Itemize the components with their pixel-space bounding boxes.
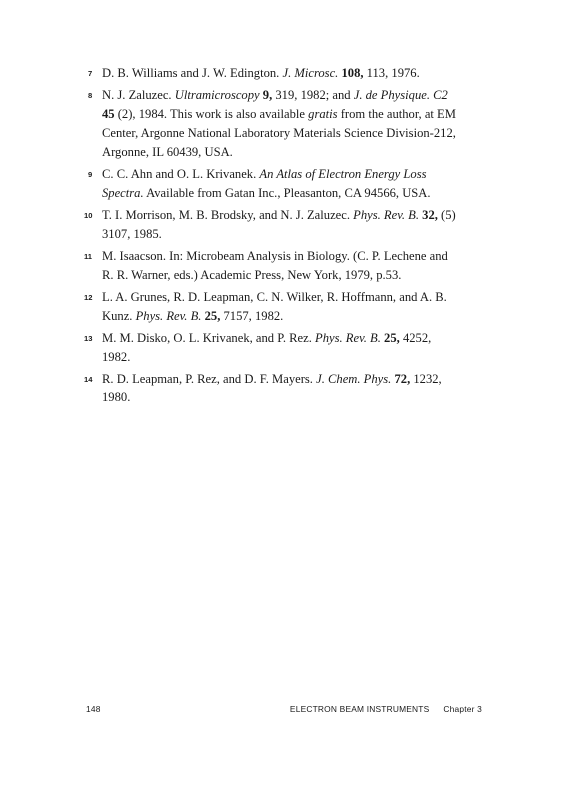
reference-item bbox=[0, 165, 562, 203]
reference-item bbox=[0, 370, 562, 408]
reference-text: 113, 1976. bbox=[363, 66, 420, 80]
reference-journal: Phys. Rev. B. bbox=[315, 330, 381, 345]
reference-text: 1232, 1980. bbox=[102, 371, 442, 405]
reference-journal: J. de Physique. C2 bbox=[353, 88, 448, 103]
reference-number: 11 bbox=[84, 251, 93, 261]
reference-number: 7 bbox=[88, 69, 93, 78]
reference-volume: 108, bbox=[341, 66, 364, 80]
reference-journal: Phys. Rev. B. bbox=[353, 207, 419, 222]
reference-number: 8 bbox=[88, 91, 93, 101]
reference-number: 14 bbox=[84, 374, 93, 384]
reference-text: D. B. Williams and J. W. Edington. bbox=[102, 66, 283, 80]
page-number: 148 bbox=[86, 704, 101, 714]
reference-text: T. I. Morrison, M. B. Brodsky, and N. J. Zaluzec. bbox=[102, 207, 354, 222]
reference-text: C. C. Ahn and O. L. Krivanek. bbox=[102, 166, 260, 181]
reference-volume: 25, bbox=[384, 330, 400, 345]
reference-text: L. A. Grunes, R. D. Leapman, C. N. Wilker, R. Hoffmann, and A. B. Kunz. bbox=[102, 289, 447, 323]
reference-item bbox=[0, 288, 562, 326]
reference-item bbox=[0, 64, 562, 83]
reference-text: R. D. Leapman, P. Rez, and D. F. Mayers. bbox=[102, 371, 317, 386]
reference-text: (2), 1984. This work is also available bbox=[114, 106, 309, 121]
chapter-label: Chapter 3 bbox=[443, 704, 482, 714]
reference-text: 4252, 1982. bbox=[102, 330, 432, 364]
reference-volume: 72, bbox=[394, 371, 411, 386]
running-head bbox=[290, 704, 482, 714]
reference-text: 7157, 1982. bbox=[220, 308, 284, 323]
reference-journal: gratis bbox=[308, 106, 338, 121]
reference-text: from the author, at EM Center, Argonne National Laboratory Materials Science Division-212, Argonne, IL 60439, USA. bbox=[102, 106, 456, 159]
reference-volume: 32, bbox=[422, 207, 438, 222]
reference-item bbox=[0, 206, 562, 244]
reference-list bbox=[0, 64, 562, 411]
reference-number: 9 bbox=[88, 169, 93, 179]
reference-text: N. J. Zaluzec. bbox=[102, 88, 175, 103]
reference-volume: 45 bbox=[102, 106, 115, 121]
reference-journal: J. Microsc. bbox=[282, 66, 339, 80]
reference-volume: 25, bbox=[204, 308, 221, 323]
reference-number: 13 bbox=[84, 333, 93, 343]
reference-text: 319, 1982; and bbox=[272, 88, 354, 103]
reference-volume: 9, bbox=[262, 88, 273, 103]
reference-journal: Phys. Rev. B. bbox=[135, 308, 202, 323]
reference-text: M. M. Disko, O. L. Krivanek, and P. Rez. bbox=[102, 330, 316, 345]
reference-journal: Ultramicroscopy bbox=[174, 88, 260, 103]
reference-journal: J. Chem. Phys. bbox=[316, 371, 392, 386]
reference-number: 10 bbox=[84, 210, 93, 220]
reference-item bbox=[0, 86, 562, 161]
reference-item bbox=[0, 329, 562, 367]
reference-number: 12 bbox=[84, 292, 93, 302]
reference-text: M. Isaacson. In: Microbeam Analysis in Biology. (C. P. Lechene and R. R. Warner, eds.) Academic Press, New York, 1979, p.53. bbox=[102, 248, 448, 282]
running-head-title: ELECTRON BEAM INSTRUMENTS bbox=[289, 704, 430, 714]
reference-text: Available from Gatan Inc., Pleasanton, CA 94566, USA. bbox=[143, 185, 431, 200]
reference-text: (5) 3107, 1985. bbox=[102, 207, 456, 241]
reference-item bbox=[0, 247, 562, 285]
reference-journal: An Atlas of Electron Energy Loss Spectra. bbox=[102, 166, 427, 200]
